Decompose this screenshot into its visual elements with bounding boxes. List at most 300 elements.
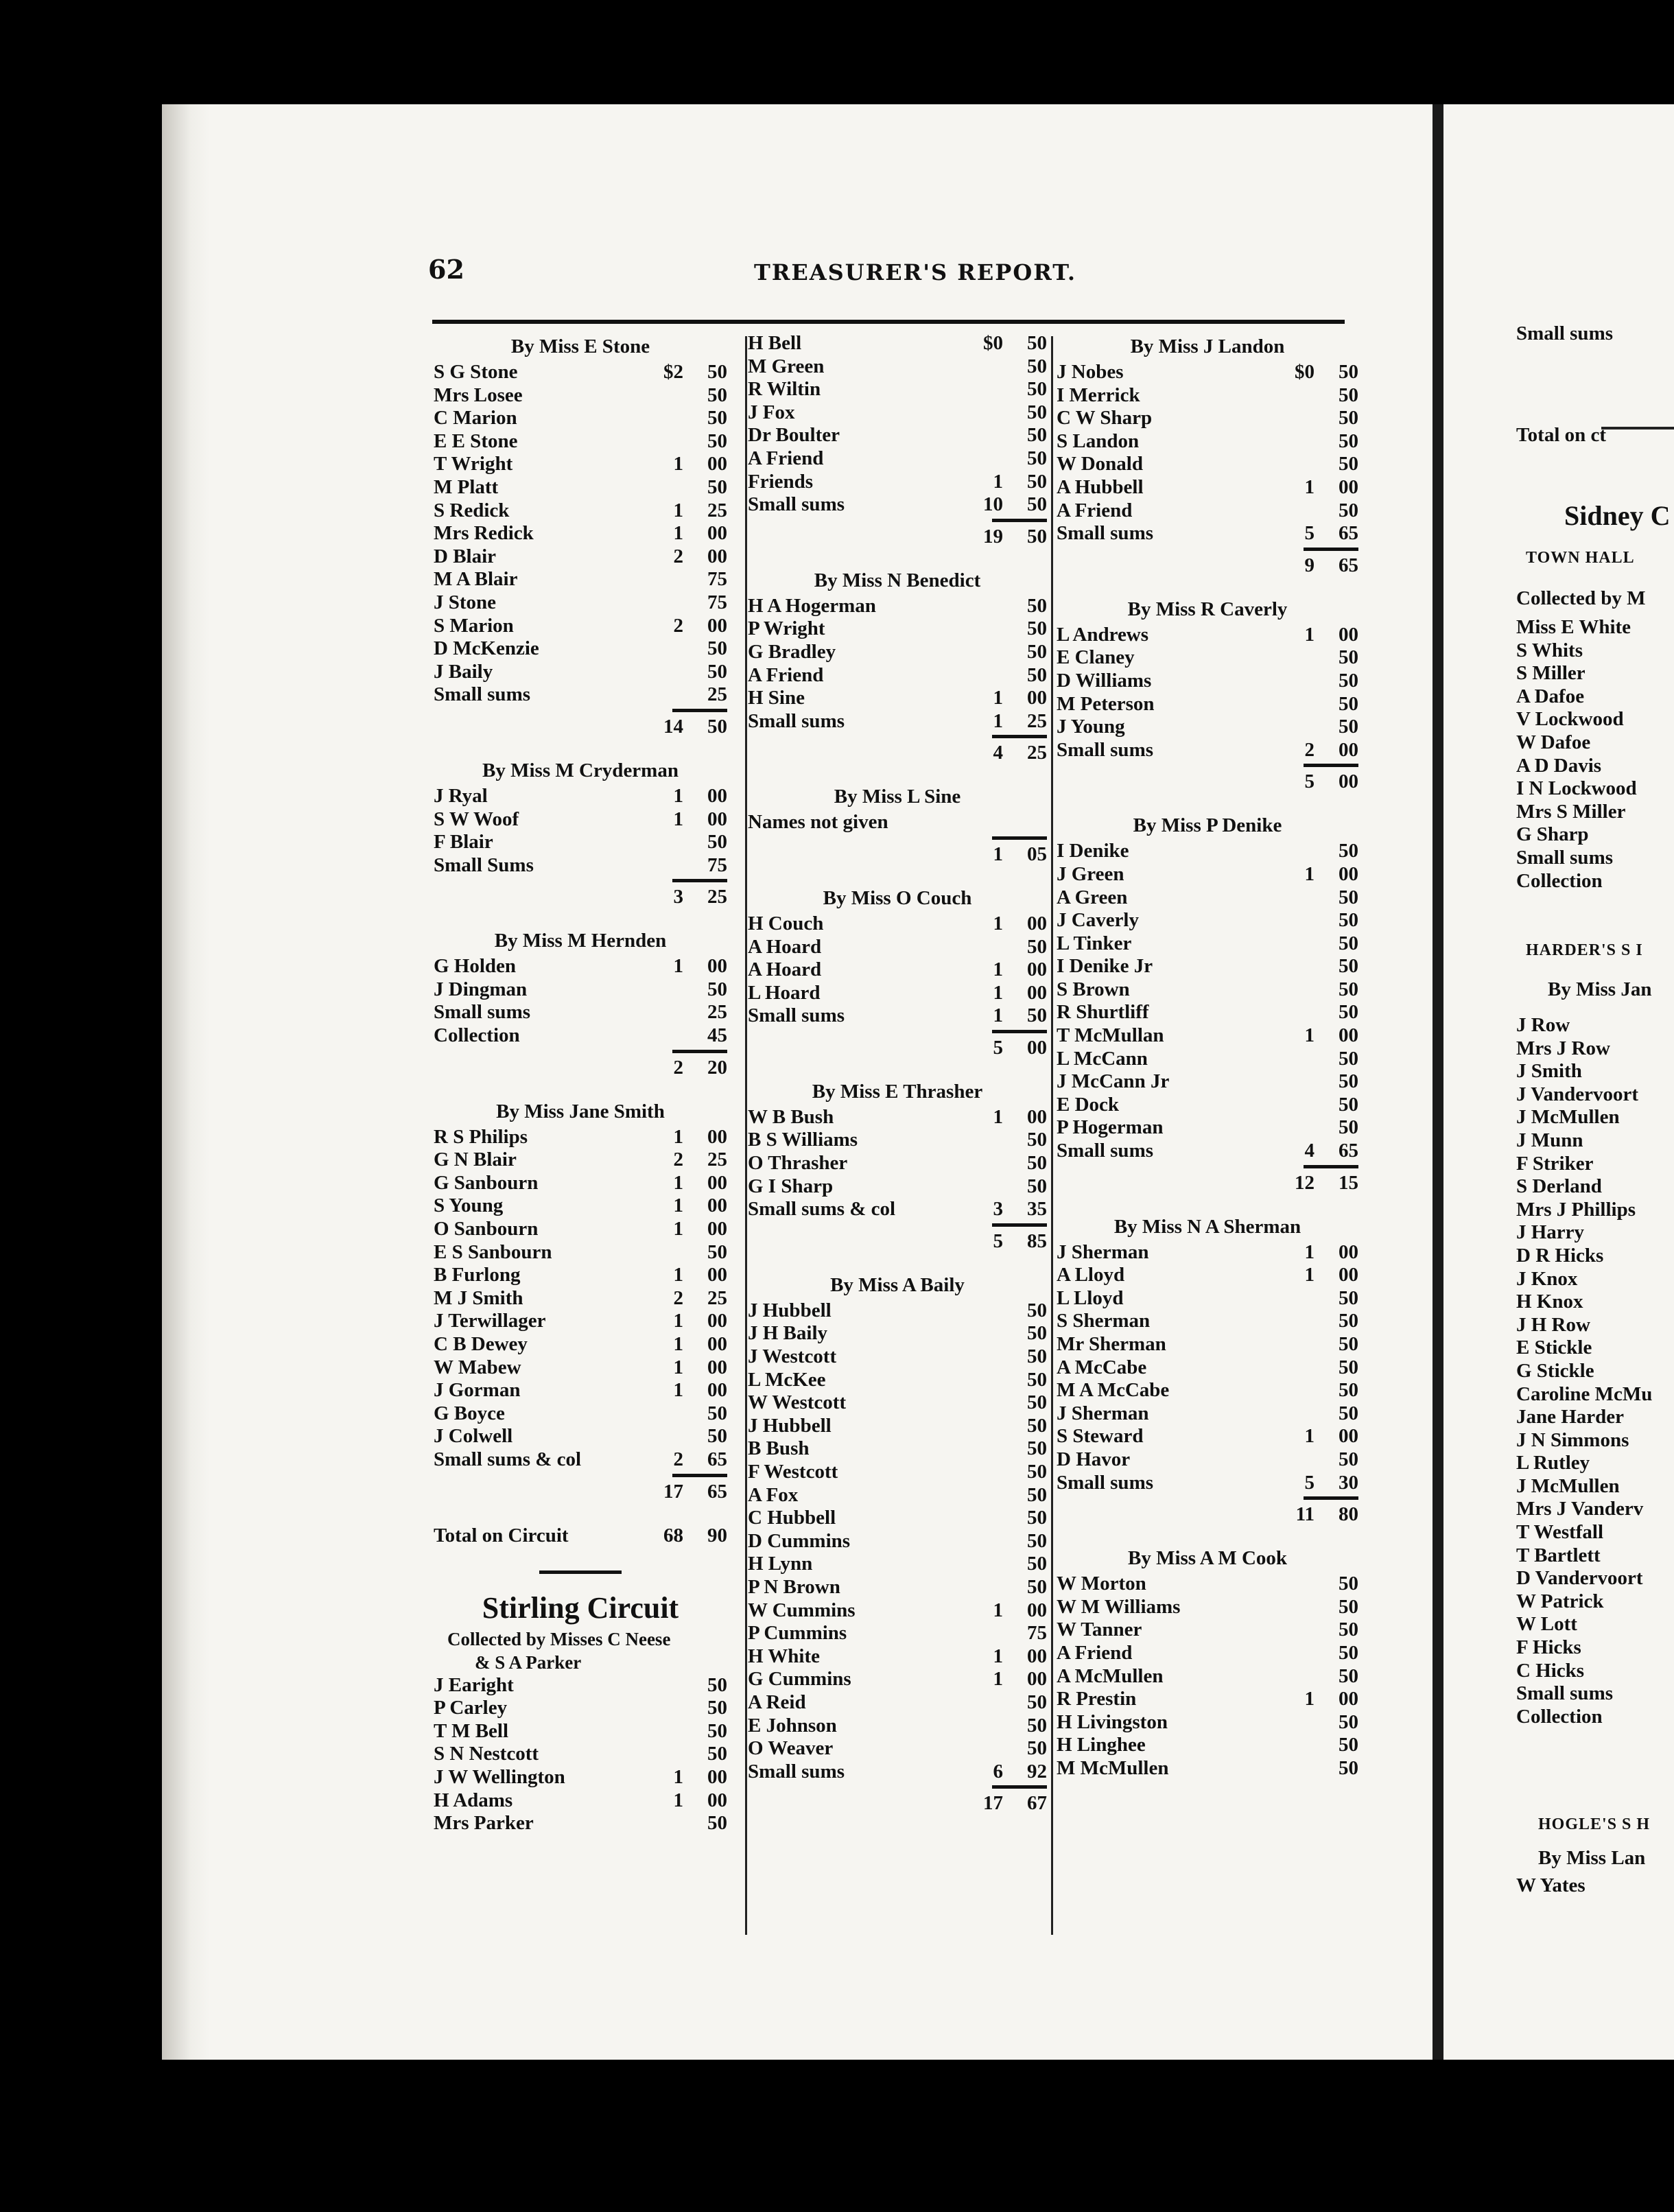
- subtotal-dollars: 17: [663, 1480, 683, 1503]
- entry-name: J McCann Jr: [1057, 1070, 1170, 1093]
- entry-dollars: 1: [673, 1765, 683, 1788]
- entry-row: [1057, 624, 1358, 647]
- entry-cents: 00: [707, 545, 727, 567]
- entry-cents: 50: [1027, 332, 1047, 354]
- entry-row: [748, 811, 1047, 834]
- entry-dollars: $2: [663, 361, 683, 383]
- collector-section: [748, 869, 1047, 1062]
- collector-section: [748, 1062, 1047, 1256]
- entry-cents: 50: [1027, 355, 1047, 377]
- entry-cents: 00: [1339, 623, 1358, 646]
- entry-cents: 50: [707, 384, 727, 406]
- entry-row: [748, 471, 1047, 494]
- entry-row: [434, 522, 727, 545]
- entry-name: M A McCabe: [1057, 1379, 1170, 1402]
- right-total-on-ct: Total on ct: [1516, 424, 1607, 446]
- collector-section: [1057, 1529, 1358, 1780]
- hogles-heading: HOGLE'S S H: [1538, 1815, 1651, 1833]
- entry-cents: 50: [1027, 617, 1047, 640]
- entry-name: H Adams: [434, 1789, 513, 1811]
- entry-row: [434, 955, 727, 978]
- entry-row: [434, 1241, 727, 1264]
- entry-row: [748, 1299, 1047, 1323]
- entry-row: [434, 591, 727, 615]
- right-list-item: J McMullen: [1516, 1106, 1620, 1129]
- entry-name: B S Williams: [748, 1129, 858, 1151]
- circuit-total-row: [434, 1521, 727, 1550]
- entry-row: [1057, 840, 1358, 863]
- entry-row: [1057, 1425, 1358, 1448]
- entry-name: A Hubbell: [1057, 475, 1144, 498]
- entry-name: G N Blair: [434, 1149, 517, 1171]
- entry-dollars: 3: [993, 1198, 1003, 1221]
- entry-cents: 00: [1339, 1024, 1358, 1047]
- entry-name: D Williams: [1057, 669, 1152, 692]
- entry-cents: 00: [707, 522, 727, 545]
- entry-name: O Sanbourn: [434, 1218, 539, 1240]
- right-list-item: I N Lockwood: [1516, 777, 1637, 800]
- subtotal-row: [748, 1227, 1047, 1256]
- entry-dollars: 2: [673, 1448, 683, 1470]
- entry-name: T McMullan: [1057, 1024, 1164, 1047]
- right-page: [1443, 104, 1674, 2060]
- entry-dollars: 1: [1304, 1024, 1315, 1047]
- entry-cents: 50: [1339, 1379, 1358, 1402]
- subtotal-cents: 15: [1339, 1171, 1358, 1194]
- entry-cents: 75: [707, 591, 727, 613]
- entry-row: [434, 1425, 727, 1448]
- entry-name: T Wright: [434, 453, 513, 475]
- entry-cents: 50: [1339, 430, 1358, 452]
- entry-cents: 50: [1027, 1152, 1047, 1175]
- entry-name: P Cummins: [748, 1622, 847, 1645]
- entry-name: I Denike: [1057, 840, 1129, 862]
- right-list-item: T Bartlett: [1516, 1544, 1601, 1566]
- entry-row: [748, 401, 1047, 425]
- subtotal-rule: [434, 877, 727, 882]
- entry-row: [434, 1448, 727, 1472]
- section-gap: [748, 551, 1047, 566]
- entry-cents: 65: [707, 1448, 727, 1470]
- entry-cents: 50: [1339, 1070, 1358, 1093]
- collector-section: [434, 741, 727, 911]
- entry-name: H Livingston: [1057, 1710, 1168, 1733]
- subtotal-dollars: 2: [673, 1056, 683, 1079]
- entry-row: [748, 595, 1047, 618]
- stirling-circuit-title: Stirling Circuit: [482, 1590, 679, 1625]
- entry-name: W Tanner: [1057, 1619, 1142, 1641]
- entry-row: [1057, 1241, 1358, 1264]
- entry-row: [1057, 430, 1358, 454]
- page-number: 62: [428, 254, 464, 285]
- entry-cents: 50: [707, 1697, 727, 1719]
- entry-cents: 50: [1027, 1391, 1047, 1414]
- entry-row: [1057, 1001, 1358, 1024]
- right-list-1: [1516, 616, 1637, 893]
- entry-cents: 65: [1339, 1140, 1358, 1162]
- entry-cents: 50: [707, 1240, 727, 1263]
- subtotal-cents: 25: [1027, 742, 1047, 764]
- entry-cents: 50: [1339, 1093, 1358, 1116]
- entry-cents: 50: [1339, 1756, 1358, 1779]
- right-list-item: J Knox: [1516, 1267, 1578, 1290]
- entry-name: S Young: [434, 1195, 504, 1217]
- right-list-item: Collection: [1516, 1705, 1603, 1728]
- harders-by: By Miss Jan: [1548, 978, 1652, 1000]
- entry-cents: 50: [1027, 935, 1047, 958]
- entry-name: J Gorman: [434, 1379, 521, 1402]
- collector-section: [434, 911, 727, 1081]
- entry-cents: 50: [707, 1812, 727, 1835]
- entry-row: [434, 1149, 727, 1172]
- entry-cents: 00: [1027, 1599, 1047, 1621]
- entry-dollars: 1: [673, 522, 683, 545]
- entry-name: A Hoard: [748, 935, 822, 958]
- right-list-item: W Dafoe: [1516, 731, 1591, 753]
- header-rule: [432, 320, 1345, 324]
- entry-cents: 50: [1339, 955, 1358, 978]
- entry-name: J Fox: [748, 401, 795, 423]
- entry-cents: 50: [1027, 1553, 1047, 1575]
- entry-cents: 50: [1339, 1573, 1358, 1595]
- entry-cents: 50: [1339, 886, 1358, 908]
- entry-name: F Blair: [434, 831, 493, 854]
- entry-name: O Thrasher: [748, 1152, 848, 1175]
- entry-cents: 00: [1339, 1688, 1358, 1710]
- entry-name: F Westcott: [748, 1461, 838, 1483]
- entry-dollars: 1: [673, 955, 683, 978]
- subtotal-dollars: 14: [663, 715, 683, 738]
- entry-cents: 50: [1339, 1402, 1358, 1424]
- entry-row: [434, 1356, 727, 1380]
- entry-name: Small sums: [748, 493, 845, 516]
- subtotal-rule: [1057, 1163, 1358, 1168]
- collector-section: [748, 551, 1047, 768]
- entry-name: W Morton: [1057, 1573, 1146, 1595]
- entry-row: [434, 1720, 727, 1743]
- subtotal-cents: 85: [1027, 1229, 1047, 1252]
- entry-name: L McKee: [748, 1368, 826, 1391]
- right-list-item: H Knox: [1516, 1291, 1583, 1313]
- entry-name: M Green: [748, 355, 825, 377]
- entry-cents: 50: [1339, 692, 1358, 715]
- entry-row: [434, 384, 727, 408]
- right-list-item: F Hicks: [1516, 1636, 1581, 1659]
- entry-cents: 50: [707, 1673, 727, 1696]
- entry-dollars: 1: [673, 1333, 683, 1355]
- entry-row: [1057, 1402, 1358, 1426]
- subtotal-dollars: 3: [673, 886, 683, 908]
- entry-name: Mr Sherman: [1057, 1333, 1166, 1355]
- entry-name: J Hubbell: [748, 1414, 832, 1437]
- entry-name: W Cummins: [748, 1599, 856, 1621]
- entry-row: [1057, 1140, 1358, 1163]
- entry-dollars: 1: [673, 1195, 683, 1217]
- collected-by: Collected by M: [1516, 587, 1646, 609]
- entry-cents: 00: [1027, 1645, 1047, 1667]
- section-heading: By Miss M Cryderman: [482, 759, 679, 781]
- entry-row: [748, 982, 1047, 1005]
- entry-name: A Reid: [748, 1691, 806, 1713]
- entry-row: [1057, 1573, 1358, 1596]
- entry-name: J Colwell: [434, 1425, 513, 1448]
- entry-row: [434, 476, 727, 499]
- entry-name: R Prestin: [1057, 1688, 1137, 1710]
- collector-section: [1057, 1197, 1358, 1529]
- section-heading: By Miss A M Cook: [1127, 1547, 1288, 1570]
- entry-row: [748, 1322, 1047, 1345]
- entry-dollars: $0: [1295, 361, 1315, 383]
- entry-row: [434, 1024, 727, 1048]
- entry-name: J Stone: [434, 591, 497, 613]
- entry-row: [434, 1743, 727, 1766]
- entry-dollars: 2: [673, 545, 683, 567]
- entry-row: [748, 378, 1047, 401]
- entry-name: S Brown: [1057, 978, 1130, 1000]
- entry-row: [434, 1126, 727, 1149]
- entry-row: [434, 1789, 727, 1813]
- section-gap: [1057, 1529, 1358, 1544]
- entry-cents: 00: [1027, 958, 1047, 981]
- entry-name: C W Sharp: [1057, 407, 1153, 430]
- right-list-item: S Miller: [1516, 662, 1585, 685]
- entry-row: [434, 785, 727, 808]
- entry-cents: 50: [1339, 1116, 1358, 1139]
- subtotal-dollars: 9: [1304, 554, 1315, 576]
- section-heading: By Miss P Denike: [1133, 814, 1282, 837]
- entry-dollars: 1: [993, 1668, 1003, 1691]
- subtotal-row: [1057, 1500, 1358, 1529]
- entry-cents: 50: [1339, 909, 1358, 932]
- entry-cents: 75: [707, 568, 727, 591]
- entry-cents: 50: [1339, 1356, 1358, 1378]
- entry-cents: 50: [1027, 663, 1047, 686]
- entry-name: E Johnson: [748, 1714, 837, 1737]
- entry-row: [434, 499, 727, 523]
- entry-row: [748, 641, 1047, 664]
- entry-row: [1057, 1642, 1358, 1665]
- right-list-item: Collection: [1516, 869, 1603, 892]
- entry-cents: 00: [1339, 1425, 1358, 1448]
- entry-row: [1057, 1379, 1358, 1402]
- section-heading: By Miss E Thrasher: [812, 1080, 983, 1103]
- entry-name: Small sums: [1057, 1140, 1154, 1162]
- entry-dollars: 1: [1304, 1240, 1315, 1263]
- entry-dollars: 2: [673, 1286, 683, 1309]
- section-gap: [434, 741, 727, 756]
- entry-cents: 50: [707, 637, 727, 660]
- right-list-item: L Rutley: [1516, 1452, 1590, 1474]
- entry-name: A Friend: [748, 663, 824, 686]
- subtotal-rule: [1057, 1494, 1358, 1500]
- entry-dollars: 1: [673, 1171, 683, 1194]
- entry-row: [434, 661, 727, 684]
- entry-name: J Earight: [434, 1673, 514, 1696]
- entry-cents: 00: [1027, 687, 1047, 709]
- entry-cents: 50: [1027, 1737, 1047, 1760]
- entry-cents: 25: [707, 1286, 727, 1309]
- entry-cents: 00: [1027, 1105, 1047, 1128]
- subtotal-rule: [434, 707, 727, 712]
- entry-name: S Landon: [1057, 430, 1140, 452]
- entry-cents: 00: [1027, 981, 1047, 1004]
- entry-name: E Dock: [1057, 1093, 1120, 1116]
- entry-name: J Ryal: [434, 784, 488, 807]
- entry-cents: 35: [1027, 1198, 1047, 1221]
- entry-cents: 50: [707, 1425, 727, 1448]
- entry-cents: 00: [1339, 1240, 1358, 1263]
- entry-name: S Redick: [434, 499, 510, 521]
- entry-row: [748, 1530, 1047, 1553]
- entry-row: [1057, 1024, 1358, 1048]
- entry-name: A McCabe: [1057, 1356, 1147, 1378]
- entry-cents: 25: [1027, 709, 1047, 732]
- entry-row: [1057, 1734, 1358, 1757]
- subtotal-rule: [748, 733, 1047, 738]
- entry-name: D Cummins: [748, 1529, 851, 1552]
- entry-row: [748, 1645, 1047, 1669]
- right-list-item: Small sums: [1516, 1682, 1614, 1705]
- entry-dollars: 5: [1304, 522, 1315, 545]
- entry-row: [1057, 1711, 1358, 1734]
- right-list-item: S Whits: [1516, 639, 1583, 661]
- entry-dollars: 6: [993, 1760, 1003, 1782]
- entry-name: M McMullen: [1057, 1756, 1169, 1779]
- entry-row: [1057, 863, 1358, 886]
- entry-cents: 00: [1339, 738, 1358, 761]
- subtotal-dollars: 1: [993, 843, 1003, 865]
- entry-row: [434, 1379, 727, 1402]
- entry-row: [434, 637, 727, 661]
- circuit-total-cents: 90: [707, 1524, 727, 1546]
- entry-dollars: 1: [993, 1105, 1003, 1128]
- entry-name: Mrs Parker: [434, 1812, 534, 1835]
- entry-row: [748, 1345, 1047, 1369]
- entry-name: J Westcott: [748, 1345, 837, 1368]
- page-gutter: [1433, 104, 1443, 2060]
- entry-dollars: 1: [673, 1125, 683, 1148]
- section-heading: By Miss L Sine: [834, 786, 961, 808]
- entry-dollars: 1: [1304, 623, 1315, 646]
- right-list-2: [1516, 1014, 1652, 1728]
- entry-row: [1057, 1665, 1358, 1689]
- entry-dollars: 1: [993, 958, 1003, 981]
- entry-name: R Wiltin: [748, 378, 821, 401]
- entry-row: [1057, 716, 1358, 739]
- subtotal-cents: 65: [707, 1480, 727, 1503]
- entry-dollars: $0: [983, 332, 1003, 354]
- entry-cents: 50: [1027, 1461, 1047, 1483]
- entry-dollars: 1: [993, 912, 1003, 934]
- entry-cents: 50: [1339, 978, 1358, 1000]
- entry-row: [434, 1766, 727, 1789]
- subtotal-cents: 00: [1339, 770, 1358, 793]
- subtotal-row: [1057, 767, 1358, 796]
- collector-section: [748, 332, 1047, 551]
- entry-name: L McCann: [1057, 1047, 1148, 1070]
- entry-row: [434, 854, 727, 878]
- entry-row: [434, 808, 727, 832]
- entry-name: J Caverly: [1057, 909, 1139, 932]
- right-list-item: S Derland: [1516, 1175, 1602, 1198]
- entry-cents: 00: [707, 1333, 727, 1355]
- entry-row: [1057, 1448, 1358, 1472]
- subtotal-rule: [434, 1472, 727, 1477]
- entry-name: Small sums: [1057, 1471, 1154, 1494]
- entry-name: T M Bell: [434, 1719, 509, 1742]
- entry-cents: 00: [707, 955, 727, 978]
- subtotal-row: [434, 882, 727, 911]
- entry-cents: 00: [1339, 1264, 1358, 1286]
- right-list-item: Mrs J Phillips: [1516, 1198, 1636, 1221]
- entry-row: [434, 1172, 727, 1195]
- entry-name: W B Bush: [748, 1105, 834, 1128]
- entry-row: [748, 1369, 1047, 1392]
- entry-name: M Platt: [434, 475, 499, 498]
- entry-name: A Lloyd: [1057, 1264, 1125, 1286]
- subtotal-cents: 20: [707, 1056, 727, 1079]
- entry-row: [748, 1622, 1047, 1645]
- entry-row: [1057, 522, 1358, 545]
- entry-row: [434, 1195, 727, 1218]
- subtotal-dollars: 11: [1295, 1503, 1315, 1526]
- entry-cents: 50: [1027, 1714, 1047, 1737]
- entry-cents: 50: [1027, 1299, 1047, 1321]
- entry-name: Mrs Losee: [434, 384, 523, 406]
- subtotal-dollars: 4: [993, 742, 1003, 764]
- entry-name: H Linghee: [1057, 1734, 1146, 1756]
- entry-cents: 00: [707, 1264, 727, 1286]
- right-list-item: A Dafoe: [1516, 685, 1585, 707]
- collector-section: [1057, 796, 1358, 1197]
- entry-row: [434, 1402, 727, 1426]
- entry-cents: 50: [1339, 1641, 1358, 1664]
- entry-cents: 00: [707, 1765, 727, 1788]
- right-list-item: J Harry: [1516, 1221, 1585, 1244]
- entry-row: [1057, 646, 1358, 670]
- right-list-item: J Smith: [1516, 1060, 1582, 1083]
- entry-row: [434, 453, 727, 476]
- entry-cents: 75: [707, 854, 727, 876]
- entry-cents: 50: [1027, 1345, 1047, 1368]
- town-hall-heading: TOWN HALL: [1526, 549, 1635, 567]
- entry-name: I Merrick: [1057, 384, 1140, 406]
- entry-row: [1057, 1757, 1358, 1780]
- entry-cents: 00: [707, 784, 727, 807]
- entry-cents: 50: [707, 430, 727, 452]
- section-gap: [1057, 580, 1358, 595]
- spine-shadow: [162, 104, 210, 2060]
- entry-name: Mrs Redick: [434, 522, 534, 545]
- subtotal-rule: [748, 834, 1047, 840]
- entry-row: [1057, 739, 1358, 762]
- entry-dollars: 1: [993, 1645, 1003, 1667]
- entry-row: [1057, 1472, 1358, 1495]
- entry-name: I Denike Jr: [1057, 955, 1153, 978]
- entry-cents: 50: [707, 1402, 727, 1424]
- entry-name: H A Hogerman: [748, 594, 876, 617]
- entry-cents: 50: [1339, 453, 1358, 475]
- section-gap: [748, 767, 1047, 782]
- entry-cents: 25: [707, 683, 727, 706]
- entry-dollars: 4: [1304, 1140, 1315, 1162]
- stirling-collected-by-2: & S A Parker: [475, 1651, 582, 1673]
- entry-cents: 50: [1027, 447, 1047, 469]
- entry-row: [748, 1391, 1047, 1415]
- entry-row: [1057, 693, 1358, 716]
- entry-name: H Bell: [748, 332, 802, 354]
- subtotal-dollars: 5: [1304, 770, 1315, 793]
